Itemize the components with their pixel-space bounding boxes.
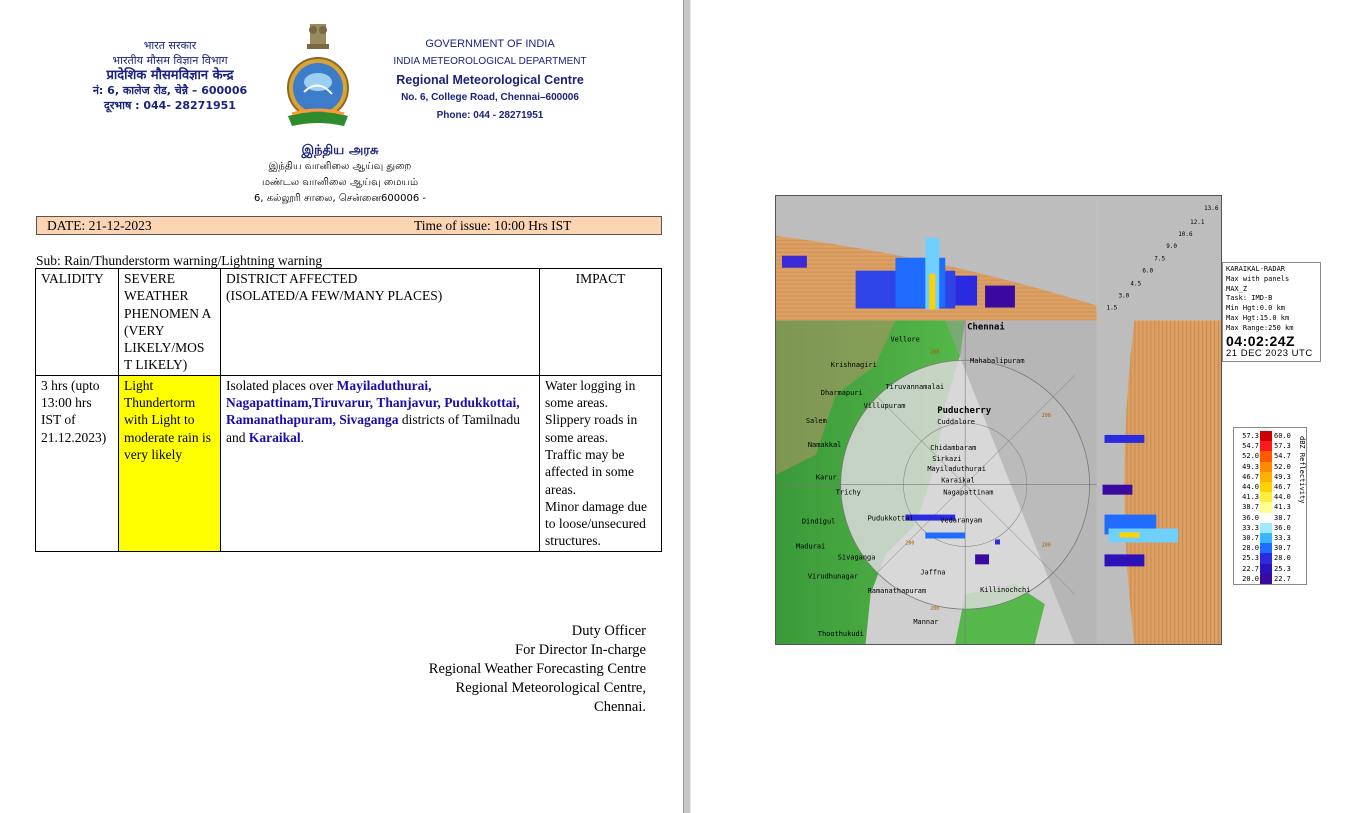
place-label: Madurai [795, 542, 826, 551]
scale-low-value: 46.7 [1242, 472, 1259, 481]
radar-time: 04:02:24Z [1226, 332, 1296, 349]
scale-high-value: 28.0 [1274, 554, 1291, 563]
header-district [221, 269, 540, 376]
date-bar [36, 216, 662, 235]
district-name: Pudukkottai, [444, 395, 520, 411]
range-label: 200 [930, 349, 940, 356]
scale-low-value: 25.3 [1242, 554, 1259, 563]
hindi-line3: प्रादेशिक मौसमविज्ञान केन्द्र [106, 68, 234, 83]
radar-task: Task: IMD-B [1226, 294, 1273, 303]
scale-row [1237, 472, 1295, 483]
scale-high-value: 52.0 [1274, 462, 1291, 471]
radar-page [691, 0, 1364, 813]
district-name: Karaikal [248, 429, 301, 445]
scale-low-value: 36.0 [1242, 513, 1259, 522]
scale-row [1237, 462, 1295, 473]
tamil-line3: மண்டல வானிலை ஆய்வு மையம் [261, 177, 418, 188]
scale-low-value: 38.7 [1242, 503, 1259, 512]
place-label: Ramanathapuram [867, 587, 927, 596]
place-label: Namakkal [807, 440, 842, 449]
scale-row [1237, 574, 1295, 585]
place-label: Virudhunagar [807, 572, 859, 581]
district-name: Sivaganga [339, 412, 399, 428]
scale-high-value: 46.7 [1274, 483, 1291, 491]
scale-row [1237, 564, 1295, 575]
place-label: Krishnagiri [830, 361, 877, 370]
warning-table [35, 268, 662, 552]
impact-item: Water logging in some areas. [545, 377, 636, 411]
scale-high-value: 38.7 [1274, 513, 1291, 522]
scale-low-value: 22.7 [1242, 564, 1259, 573]
place-label: Jaffna [920, 568, 946, 577]
scale-low-value: 49.3 [1242, 462, 1259, 471]
place-label: Sirkazi [932, 454, 962, 463]
scale-high-value: 49.3 [1274, 472, 1291, 481]
signature-line3: Regional Weather Forecasting Centre [428, 661, 646, 677]
place-label: Chidambaram [930, 443, 977, 452]
place-label: Villupuram [863, 402, 906, 411]
place-label: Chennai [967, 322, 1005, 333]
place-label: Pudukkottai [867, 514, 914, 523]
impact-item: Slippery roads in some areas. [545, 412, 638, 445]
height-tick: 3.0 [1118, 292, 1130, 300]
scale-row [1237, 513, 1295, 524]
place-label: Karur [815, 473, 837, 482]
place-label: Thoothukudi [817, 630, 864, 639]
english-header [380, 35, 600, 125]
scale-swatch [1260, 513, 1272, 524]
scale-high-value: 36.0 [1274, 523, 1291, 532]
signature-line1: Duty Officer [571, 623, 646, 639]
district-mid: districts of Tamilnadu and [226, 412, 520, 445]
scale-swatch [1260, 472, 1272, 483]
place-label: Mayiladuthurai [927, 464, 986, 473]
english-line1: GOVERNMENT OF INDIA [425, 38, 555, 50]
scale-low-value: 57.3 [1242, 432, 1259, 440]
range-label: 200 [1041, 542, 1051, 549]
scale-high-value: 22.7 [1274, 574, 1291, 583]
issue-time: Time of issue: 10:00 Hrs IST [414, 218, 572, 233]
hindi-header [80, 38, 260, 113]
scale-swatch [1260, 462, 1272, 473]
scale-swatch [1260, 431, 1272, 442]
scale-swatch [1260, 533, 1272, 544]
signature-line5: Chennai. [594, 699, 646, 715]
impact-item: Minor damage due to loose/unsecured structures. [545, 498, 647, 549]
scale-low-value: 41.3 [1242, 493, 1259, 502]
radar-max-range: Max Range:250 km [1226, 323, 1294, 332]
height-tick: 12.1 [1190, 218, 1205, 226]
scale-high-value: 41.3 [1274, 503, 1291, 512]
scale-swatch [1260, 543, 1272, 554]
hindi-line4: नं: 6, कालेज रोड, चेन्नै – 600006 [92, 84, 248, 97]
height-tick: 13.6 [1204, 204, 1219, 212]
header-validity: VALIDITY [36, 269, 119, 376]
district-name: Nagapattinam, [226, 395, 312, 411]
radar-date: 21 DEC 2023 UTC [1226, 347, 1313, 359]
place-label: Sivaganga [837, 553, 876, 562]
height-tick: 4.5 [1130, 280, 1142, 288]
scale-high-value: 60.0 [1274, 432, 1291, 440]
cell-districts [221, 375, 540, 551]
scale-high-value: 33.3 [1274, 534, 1291, 542]
place-label: Mahabalipuram [970, 357, 1025, 366]
scale-low-value: 20.0 [1242, 574, 1259, 583]
height-tick: 7.5 [1154, 255, 1166, 263]
header-phenomena: SEVERE WEATHER PHENOMEN A (VERY LIKELY/MOS T LIKELY) [119, 269, 221, 376]
scale-swatch [1260, 451, 1272, 462]
place-label: Karaikal [941, 476, 975, 485]
scale-row [1237, 533, 1295, 544]
scale-high-value: 54.7 [1274, 452, 1291, 461]
tamil-line4: 6, கல்லூரி சாலை, சென்னை600006 - [253, 193, 427, 204]
place-label: Killinochchi [980, 586, 1031, 595]
district-name: Thanjavur, [376, 395, 441, 411]
english-line2: INDIA METEOROLOGICAL DEPARTMENT [393, 56, 587, 67]
place-label: Vedaranyam [940, 516, 983, 525]
hindi-line5: दूरभाष : 044- 28271951 [104, 99, 236, 112]
radar-max-hgt: Max Hgt:15.0 km [1226, 313, 1290, 322]
scale-row [1237, 502, 1295, 513]
signature-line2: For Director In-charge [515, 642, 646, 658]
tamil-header [230, 143, 450, 207]
radar-code: MAX_Z [1226, 284, 1248, 293]
signature-line4: Regional Meteorological Centre, [455, 680, 646, 696]
place-label: Puducherry [937, 406, 992, 417]
scale-row [1237, 553, 1295, 564]
radar-info-box [1222, 262, 1321, 362]
hindi-line2: भारतीय मौसम विज्ञान विभाग [112, 54, 228, 67]
scale-swatch [1260, 523, 1272, 534]
district-end: . [300, 429, 305, 445]
scale-low-value: 30.7 [1242, 534, 1259, 542]
height-tick: 10.6 [1178, 230, 1193, 238]
range-label: 200 [930, 606, 940, 613]
height-tick: 9.0 [1166, 242, 1178, 250]
hindi-line1: भारत सरकार [143, 39, 197, 52]
page-divider [683, 0, 691, 813]
place-label: Cuddalore [937, 417, 975, 426]
scale-swatch [1260, 441, 1272, 452]
range-label: 200 [905, 540, 915, 547]
scale-row [1237, 543, 1295, 554]
height-tick: 1.5 [1106, 304, 1118, 312]
place-label: Vellore [890, 335, 920, 344]
district-name: Mayiladuthurai, [336, 377, 432, 393]
english-line5: Phone: 044 - 28271951 [436, 110, 544, 121]
scale-low-value: 28.0 [1242, 544, 1259, 553]
tamil-line2: இந்திய வானிலை ஆய்வு துறை [268, 161, 412, 172]
scale-swatch [1260, 574, 1272, 585]
scale-row [1237, 523, 1295, 534]
english-line3: Regional Meteorological Centre [396, 73, 584, 87]
district-name: Tiruvarur, [311, 395, 374, 411]
scale-swatch [1260, 553, 1272, 564]
header-impact: IMPACT [540, 269, 662, 376]
scale-low-value: 52.0 [1242, 452, 1259, 461]
scale-row [1237, 431, 1295, 442]
range-label: 200 [1041, 413, 1051, 420]
place-label: Nagapattinam [943, 488, 994, 497]
place-label: Tiruvannamalai [885, 383, 945, 392]
scale-row [1237, 451, 1295, 462]
scale-high-value: 44.0 [1274, 493, 1291, 502]
scale-swatch [1260, 564, 1272, 575]
place-label: Mannar [913, 618, 939, 627]
place-label: Dindigul [801, 517, 836, 526]
radar-product: Max with panels [1226, 274, 1290, 283]
scale-row [1237, 482, 1295, 493]
subject-line: Sub: Rain/Thunderstorm warning/Lightning warning [36, 253, 323, 268]
table-row [36, 375, 662, 551]
imd-emblem-icon [282, 22, 354, 130]
table-header-row [36, 269, 662, 376]
reflectivity-scale [1233, 427, 1307, 585]
signature-block [380, 622, 646, 717]
place-label: Dharmapuri [820, 389, 863, 398]
scale-swatch [1260, 482, 1272, 493]
scale-row [1237, 441, 1295, 452]
scale-swatch [1260, 502, 1272, 513]
cell-impact [540, 375, 662, 551]
scale-low-value: 33.3 [1242, 523, 1259, 532]
radar-min-hgt: Min Hgt:0.0 km [1226, 304, 1286, 313]
radar-station: KARAIKAL-RADAR [1226, 265, 1286, 273]
scale-swatch [1260, 492, 1272, 503]
header-district-title: DISTRICT AFFECTED [226, 271, 358, 286]
impact-item: Traffic may be affected in some areas. [545, 446, 634, 497]
english-line4: No. 6, College Road, Chennai–600006 [401, 92, 579, 103]
scale-low-value: 44.0 [1242, 483, 1259, 491]
district-name: Ramanathapuram, [226, 412, 336, 428]
scale-high-value: 57.3 [1274, 442, 1291, 451]
radar-image [775, 195, 1222, 645]
scale-row [1237, 492, 1295, 503]
height-tick: 6.0 [1142, 267, 1154, 275]
issue-date: DATE: 21-12-2023 [47, 218, 152, 233]
scale-label: dBZ Reflectivity [1298, 436, 1306, 504]
place-label: Salem [805, 416, 827, 425]
tamil-line1: இந்திய அரசு [301, 143, 379, 158]
district-prefix: Isolated places over [226, 377, 337, 393]
scale-high-value: 25.3 [1274, 564, 1291, 573]
scale-high-value: 30.7 [1274, 544, 1291, 553]
header-district-sub: (ISOLATED/A FEW/MANY PLACES) [226, 288, 443, 304]
scale-low-value: 54.7 [1242, 442, 1259, 451]
cell-validity: 3 hrs (upto 13:00 hrs IST of 21.12.2023) [36, 375, 119, 551]
cell-phenomena: Light Thundertorm with Light to moderate rain is very likely [119, 375, 221, 551]
place-label: Trichy [835, 488, 861, 497]
